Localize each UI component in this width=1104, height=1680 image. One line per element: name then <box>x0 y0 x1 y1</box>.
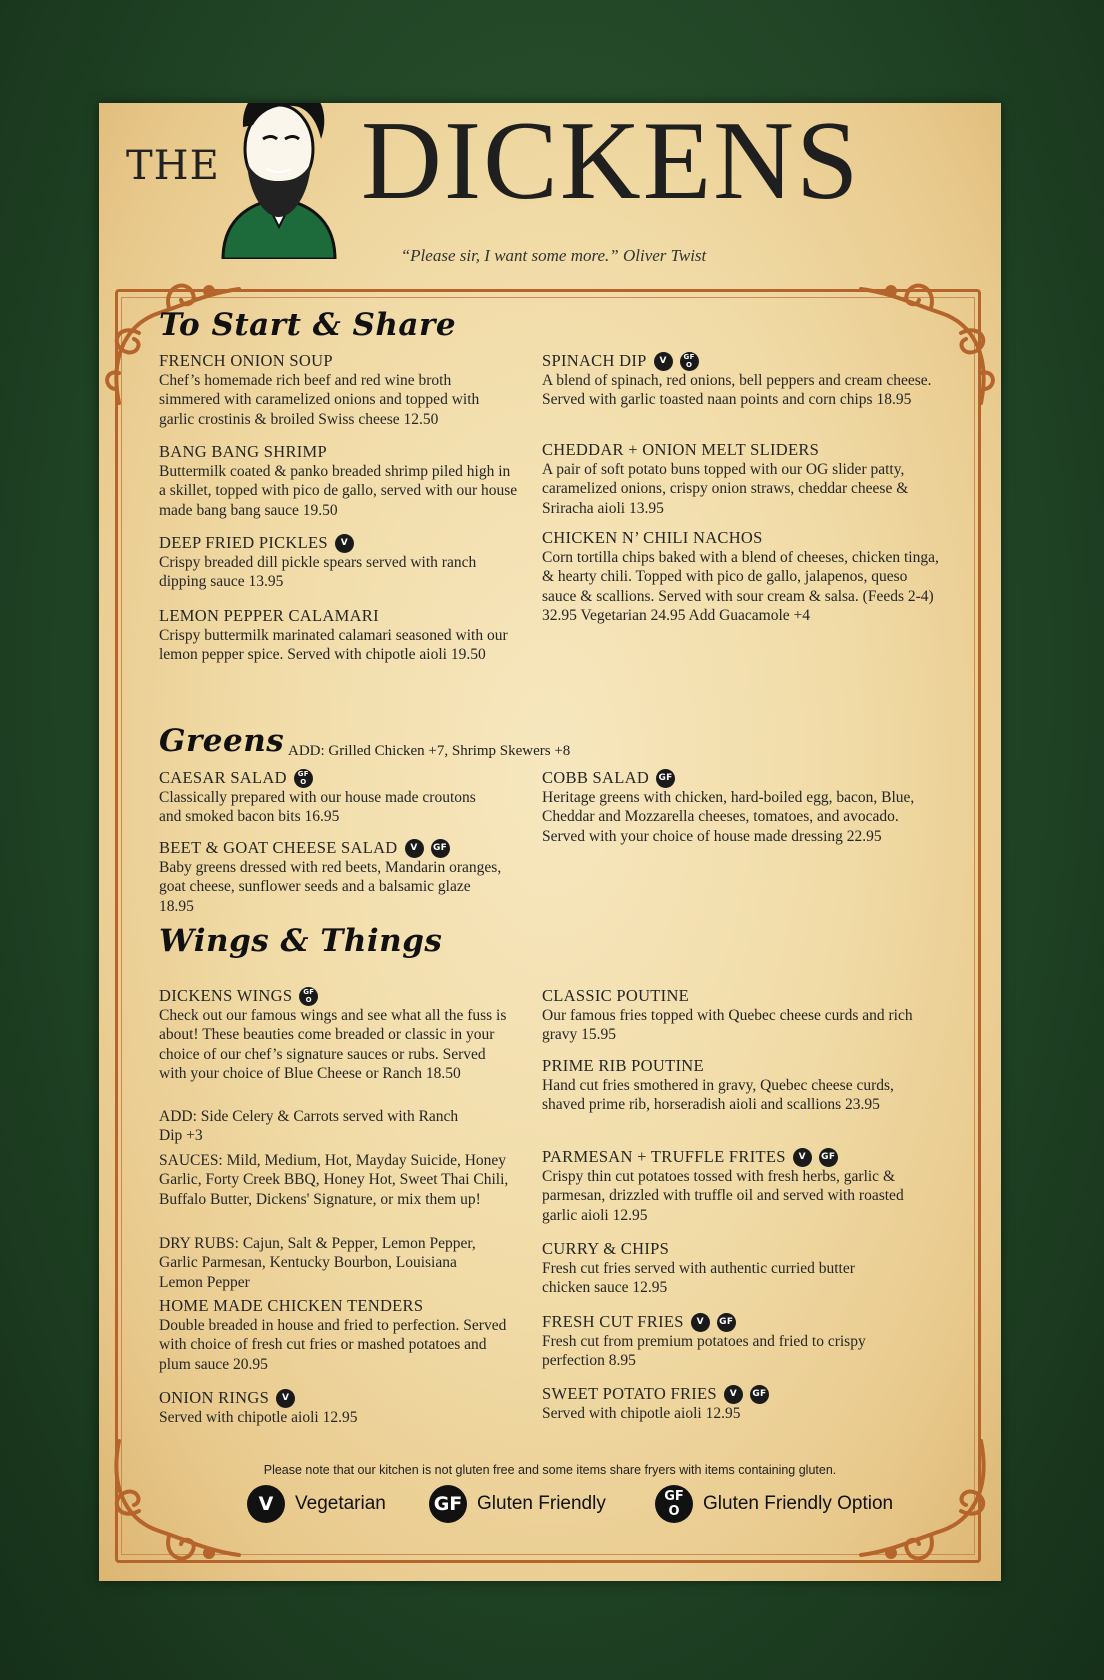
legend-label: Gluten Friendly <box>477 1493 606 1514</box>
item-desc: Double breaded in house and fried to perfection. Served with choice of fresh cut fries or mashed potatoes and plum sauce 20.95 <box>159 1317 507 1373</box>
item-name: PRIME RIB POUTINE <box>542 1056 704 1075</box>
logo-the: THE <box>126 143 220 189</box>
header-quote: “Please sir, I want some more.” Oliver Twist <box>400 246 707 265</box>
item-desc: ADD: Side Celery & Carrots served with Ranch Dip +3 <box>159 1108 459 1145</box>
item-name: CAESAR SALAD <box>159 768 287 787</box>
vegetarian-icon: V <box>247 1485 285 1523</box>
menu-page <box>99 103 1001 1581</box>
vegetarian-icon: V <box>793 1148 812 1167</box>
menu-item <box>159 533 509 592</box>
legend-vegetarian <box>247 1485 386 1523</box>
item-name: CURRY & CHIPS <box>542 1239 670 1258</box>
item-name: DICKENS WINGS <box>159 986 293 1005</box>
item-desc: Served with chipotle aioli 12.95 <box>542 1405 741 1422</box>
menu-note <box>159 1151 509 1209</box>
item-desc: A blend of spinach, red onions, bell peppers and cream cheese. Served with garlic toasted naan points and corn chips 18.95 <box>542 372 932 409</box>
menu-item <box>542 528 942 626</box>
item-name: CLASSIC POUTINE <box>542 986 690 1005</box>
item-name: CHICKEN N’ CHILI NACHOS <box>542 528 763 547</box>
gluten-friendly-icon: GF <box>431 839 450 858</box>
gluten-friendly-icon: GF <box>750 1385 769 1404</box>
menu-item <box>159 838 509 916</box>
gluten-friendly-option-icon: GF O <box>655 1485 693 1523</box>
item-name: SWEET POTATO FRIES <box>542 1384 717 1403</box>
item-name: FRENCH ONION SOUP <box>159 351 333 370</box>
item-desc: Crispy buttermilk marinated calamari seasoned with our lemon pepper spice. Served with chipotle aioli 19.50 <box>159 627 508 664</box>
menu-item <box>159 351 509 429</box>
menu-item <box>542 351 942 410</box>
item-name: SPINACH DIP <box>542 351 647 370</box>
menu-note <box>159 1107 479 1146</box>
menu-item <box>542 1239 902 1298</box>
dickens-portrait-icon <box>213 103 345 259</box>
menu-item <box>542 768 922 846</box>
item-name: FRESH CUT FRIES <box>542 1312 684 1331</box>
vegetarian-icon: V <box>335 534 354 553</box>
vegetarian-icon: V <box>654 352 673 371</box>
item-desc: Chef’s homemade rich beef and red wine broth simmered with caramelized onions and topped with garlic crostinis & broiled Swiss cheese 12.50 <box>159 372 480 428</box>
menu-item <box>159 442 519 520</box>
menu-item <box>159 606 509 665</box>
gluten-friendly-icon: GF <box>429 1485 467 1523</box>
item-desc: Baby greens dressed with red beets, Mandarin oranges, goat cheese, sunflower seeds and a balsamic glaze 18.95 <box>159 859 502 915</box>
ornament-bottom-left <box>99 1431 249 1581</box>
item-desc: Our famous fries topped with Quebec cheese curds and rich gravy 15.95 <box>542 1007 913 1044</box>
gluten-friendly-icon: GF <box>656 769 675 788</box>
item-name: BANG BANG SHRIMP <box>159 442 327 461</box>
item-name: PARMESAN + TRUFFLE FRITES <box>542 1147 786 1166</box>
menu-item <box>542 440 932 518</box>
legend-label: Gluten Friendly Option <box>703 1493 894 1514</box>
menu-item <box>159 1388 509 1427</box>
gluten-friendly-icon: GF <box>717 1313 736 1332</box>
item-desc: SAUCES: Mild, Medium, Hot, Mayday Suicide, Honey Garlic, Forty Creek BBQ, Honey Hot, Sweet Thai Chili, Buffalo Butter, Dickens' Signature, or mix them up! <box>159 1152 509 1208</box>
greens-add-ons: ADD: Grilled Chicken +7, Shrimp Skewers +8 <box>288 743 571 759</box>
item-name: DEEP FRIED PICKLES <box>159 533 328 552</box>
item-desc: Crispy breaded dill pickle spears served with ranch dipping sauce 13.95 <box>159 554 477 591</box>
section-title-wings: Wings & Things <box>159 923 443 959</box>
menu-item <box>542 1384 932 1423</box>
gluten-friendly-icon: GF <box>819 1148 838 1167</box>
menu-item <box>159 986 509 1084</box>
legend-label: Vegetarian <box>295 1493 386 1514</box>
menu-item <box>542 986 932 1045</box>
item-name: COBB SALAD <box>542 768 650 787</box>
item-name: ONION RINGS <box>159 1388 270 1407</box>
menu-item <box>542 1056 932 1115</box>
menu-item <box>159 1296 519 1374</box>
item-name: CHEDDAR + ONION MELT SLIDERS <box>542 440 820 459</box>
gluten-friendly-option-icon: GF O <box>294 769 313 788</box>
item-desc: DRY RUBS: Cajun, Salt & Pepper, Lemon Pepper, Garlic Parmesan, Kentucky Bourbon, Louisiana Lemon Pepper <box>159 1235 476 1291</box>
item-desc: Fresh cut fries served with authentic curried butter chicken sauce 12.95 <box>542 1260 855 1297</box>
menu-item <box>159 768 499 827</box>
item-name: LEMON PEPPER CALAMARI <box>159 606 379 625</box>
menu-note <box>159 1234 499 1292</box>
vegetarian-icon: V <box>691 1313 710 1332</box>
item-desc: Hand cut fries smothered in gravy, Quebec cheese curds, shaved prime rib, horseradish aioli and scallions 23.95 <box>542 1077 894 1114</box>
item-desc: Classically prepared with our house made croutons and smoked bacon bits 16.95 <box>159 789 476 826</box>
item-name: BEET & GOAT CHEESE SALAD <box>159 838 398 857</box>
menu-item <box>542 1147 932 1225</box>
item-desc: Heritage greens with chicken, hard-boiled egg, bacon, Blue, Cheddar and Mozzarella cheeses, tomatoes, and avocado. Served with your choice of house made dressing 22.95 <box>542 789 915 845</box>
vegetarian-icon: V <box>724 1385 743 1404</box>
section-title-start: To Start & Share <box>159 307 457 343</box>
item-name: HOME MADE CHICKEN TENDERS <box>159 1296 424 1315</box>
gluten-disclaimer: Please note that our kitchen is not gluten free and some items share fryers with items containing gluten. <box>263 1463 837 1477</box>
gluten-friendly-option-icon: GF O <box>299 987 318 1006</box>
item-desc: Buttermilk coated & panko breaded shrimp piled high in a skillet, topped with pico de gallo, served with our house made bang bang sauce 19.50 <box>159 463 518 519</box>
logo-dickens: DICKENS <box>361 103 861 223</box>
item-desc: Check out our famous wings and see what all the fuss is about! These beauties come breaded or classic in your choice of our chef’s signature sauces or rubs. Served with your choice of Blue Cheese or Ranch 18.50 <box>159 1007 507 1083</box>
item-desc: Crispy thin cut potatoes tossed with fresh herbs, garlic & parmesan, drizzled with truffle oil and served with roasted garlic aioli 12.95 <box>542 1168 904 1224</box>
section-title-greens: Greens <box>159 723 285 759</box>
legend-gluten-friendly-option <box>655 1485 893 1523</box>
menu-item <box>542 1312 932 1371</box>
item-desc: Fresh cut from premium potatoes and fried to crispy perfection 8.95 <box>542 1333 866 1370</box>
vegetarian-icon: V <box>276 1389 295 1408</box>
item-desc: Corn tortilla chips baked with a blend of cheeses, chicken tinga, & hearty chili. Topped with pico de gallo, jalapenos, queso sauce & scallions. Served with sour cream & salsa. (Feeds 2-4) 32.95 Vegetarian 24.95 Add Guacamole +4 <box>542 549 939 625</box>
legend-gluten-friendly <box>429 1485 606 1523</box>
item-desc: Served with chipotle aioli 12.95 <box>159 1409 358 1426</box>
gluten-friendly-option-icon: GF O <box>680 352 699 371</box>
item-desc: A pair of soft potato buns topped with our OG slider patty, caramelized onions, crispy onion straws, cheddar cheese & Sriracha aioli 13.95 <box>542 461 909 517</box>
vegetarian-icon: V <box>405 839 424 858</box>
